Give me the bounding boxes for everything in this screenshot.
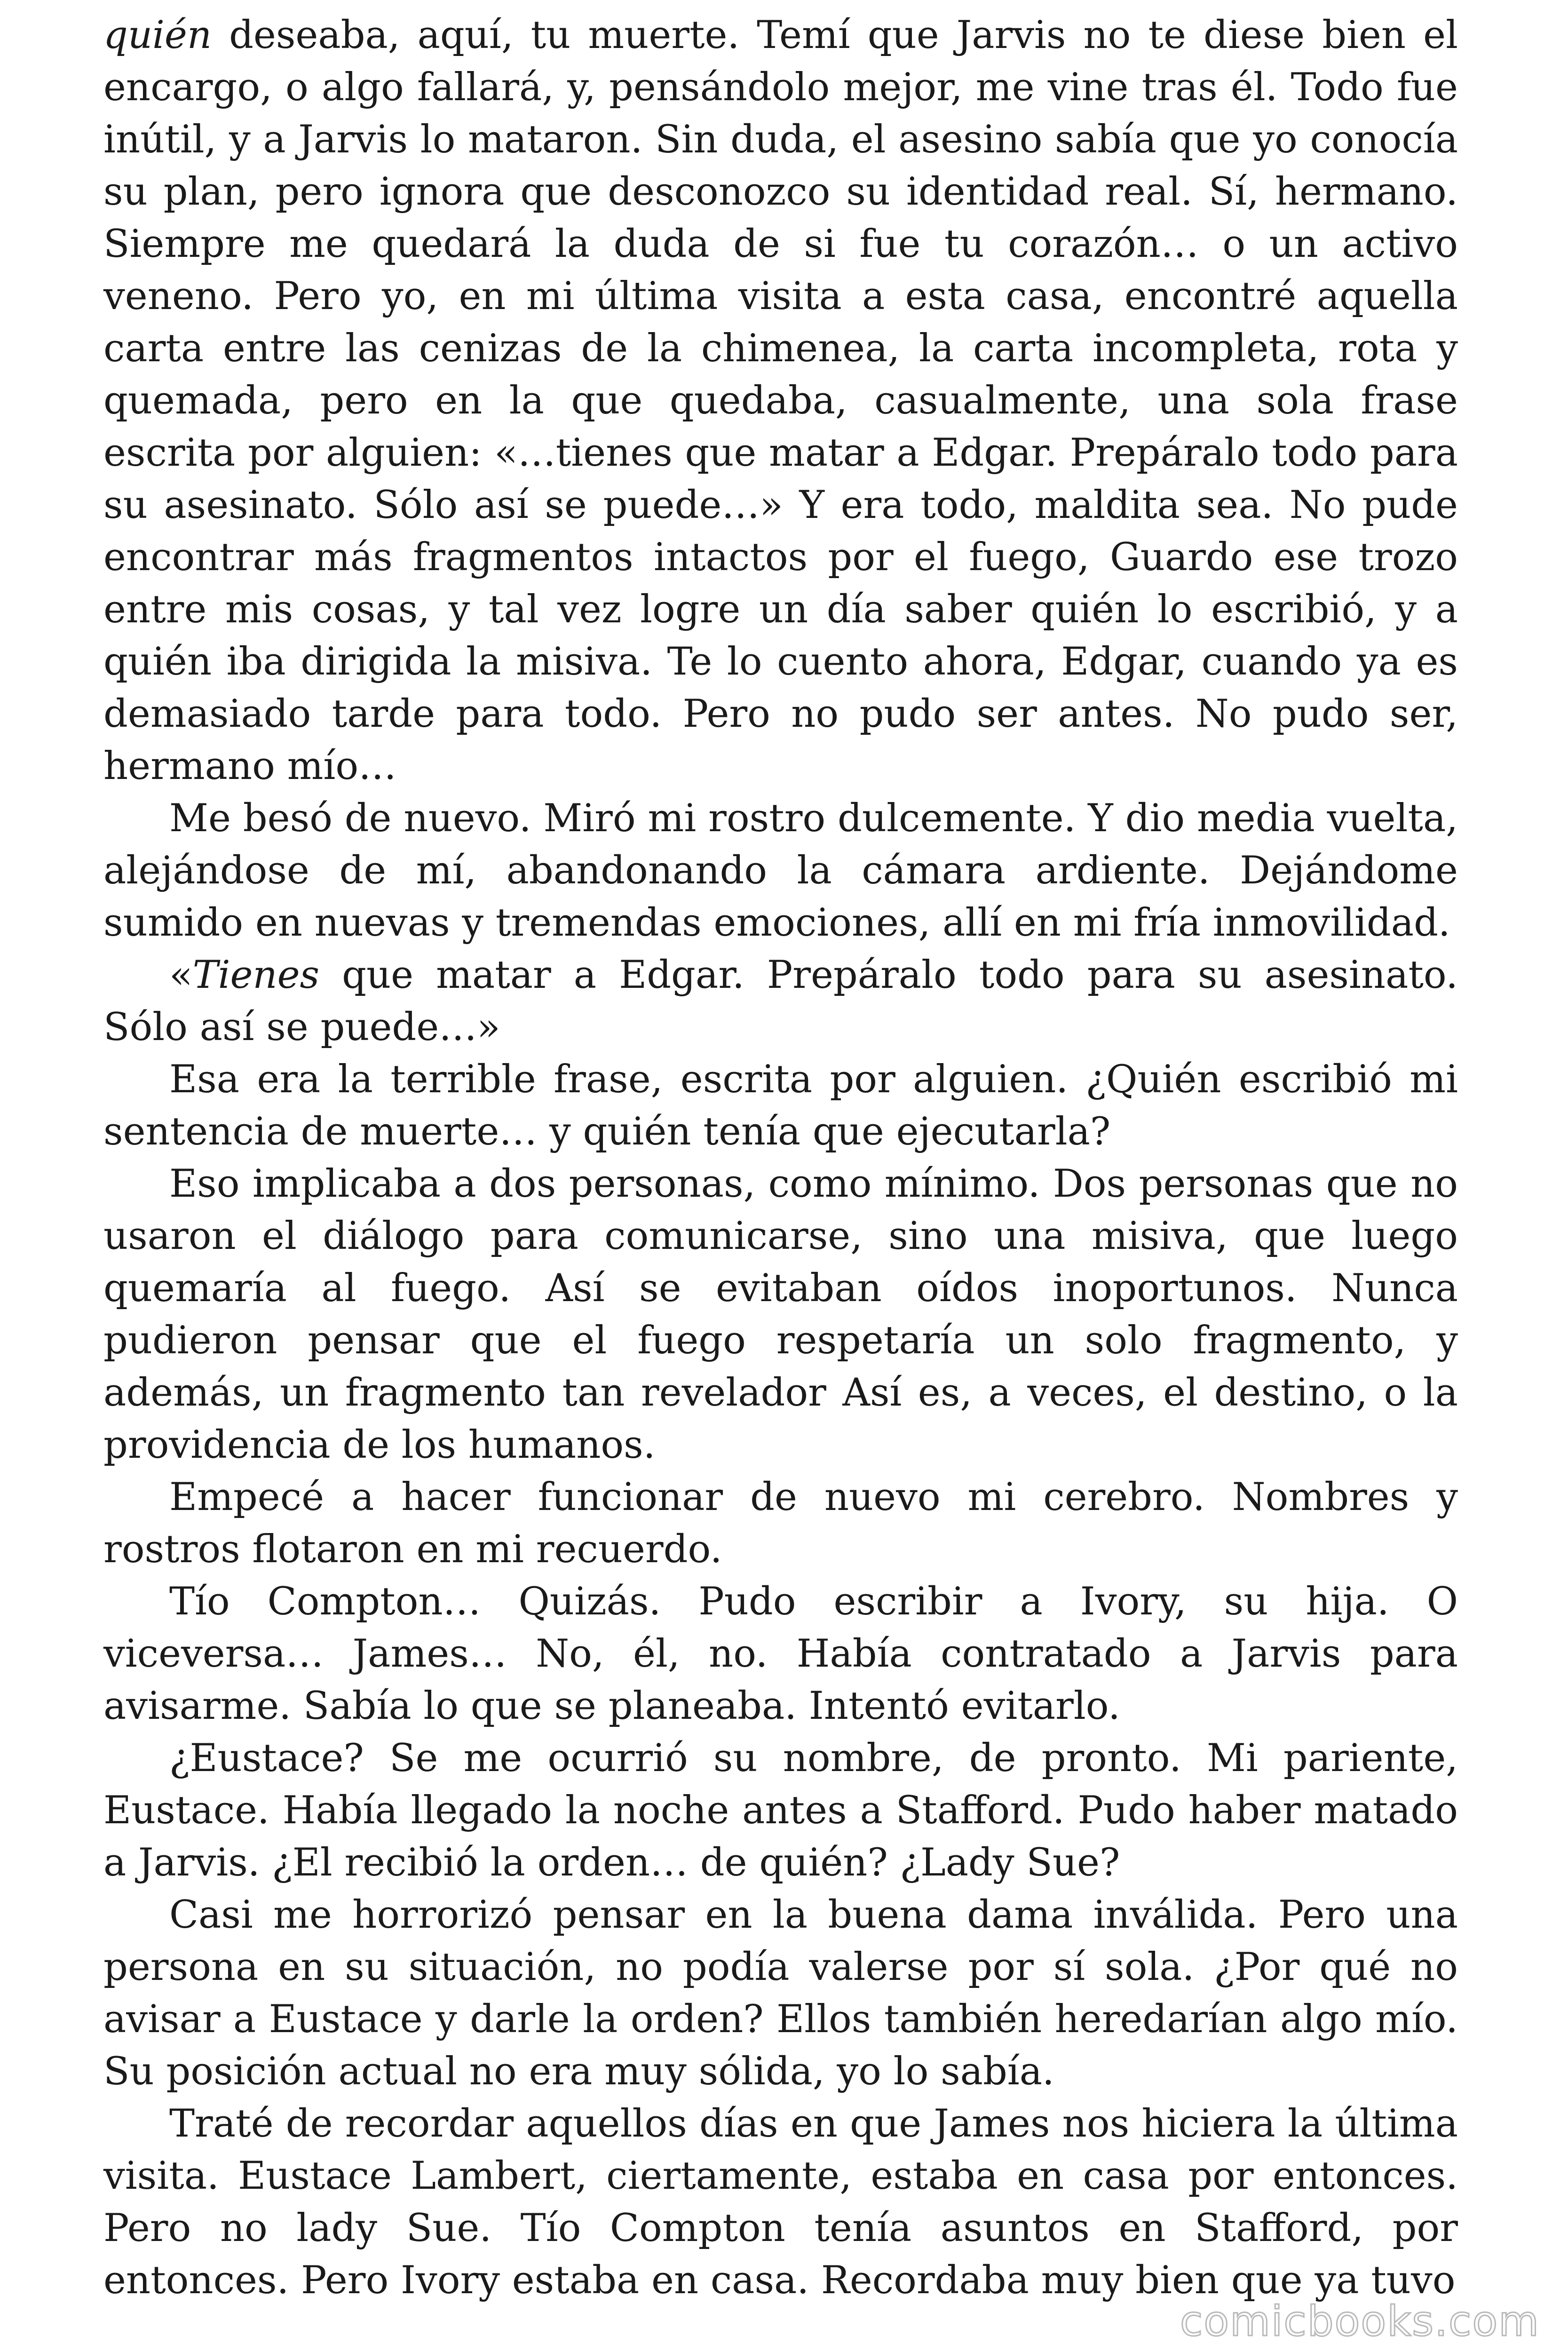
paragraph — [103, 1732, 1458, 1889]
paragraph-text: Eso implicaba a dos personas, como mínimo. Dos personas que no usaron el diálogo para comunicarse, sino una misiva, que luego quemaría al fuego. Así se evitaban oídos inoportunos. Nunca pudieron pensar que el fuego respetaría un solo fragmento, y además, un fragmento tan revelador Así es, a veces, el destino, o la providencia de los humanos. — [103, 1162, 1458, 1467]
paragraph — [103, 1889, 1458, 2098]
book-page-text — [103, 9, 1458, 2307]
italic-text: quién — [103, 13, 212, 57]
paragraph — [103, 1054, 1458, 1158]
paragraph — [103, 9, 1458, 793]
watermark: comicbooks.com — [1180, 2297, 1540, 2345]
paragraph-text: Esa era la terrible frase, escrita por alguien. ¿Quién escribió mi sentencia de muerte… y quién tenía que ejecutarla? — [103, 1057, 1458, 1154]
paragraph-text: Empecé a hacer funcionar de nuevo mi cerebro. Nombres y rostros flotaron en mi recuerdo. — [103, 1475, 1458, 1572]
paragraph-text: Me besó de nuevo. Miró mi rostro dulcemente. Y dio media vuelta, alejándose de mí, abandonando la cámara ardiente. Dejándome sumido en nuevas y tremendas emociones, allí en mi fría inmovilidad. — [103, 796, 1458, 945]
paragraph-text: Traté de recordar aquellos días en que James nos hiciera la última visita. Eustace Lambert, ciertamente, estaba en casa por entonces. Pero no lady Sue. Tío Compton tenía asuntos en Stafford, por entonces. Pero Ivory estaba en casa. Recordaba muy bien que ya tuvo — [103, 2102, 1458, 2303]
paragraph-text: deseaba, aquí, tu muerte. Temí que Jarvis no te diese bien el encargo, o algo fallará, y, pensándolo mejor, me vine tras él. Todo fue inútil, y a Jarvis lo mataron. Sin duda, el asesino sabía que yo conocía su plan, pero ignora que desconozco su identidad real. Sí, hermano. Siempre me quedará la duda de si fue tu corazón… o un activo veneno. Pero yo, en mi última visita a esta casa, encontré aquella carta entre las cenizas de la chimenea, la carta incompleta, rota y quemada, pero en la que quedaba, casualmente, una sola frase escrita por alguien: «…tienes que matar a Edgar. Prepáralo todo para su asesinato. Sólo así se puede…» Y era todo, maldita sea. No pude encontrar más fragmentos intactos por el fuego, Guardo ese trozo entre mis cosas, y tal vez logre un día saber quién lo escribió, y a quién iba dirigida la misiva. Te lo cuento ahora, Edgar, cuando ya es demasiado tarde para todo. Pero no pudo ser antes. No pudo ser, hermano mío… — [103, 13, 1458, 788]
paragraph — [103, 1576, 1458, 1732]
paragraph-text: « — [169, 953, 193, 997]
italic-text: Tienes — [192, 953, 320, 997]
paragraph-text: que matar a Edgar. Prepáralo todo para su asesinato. Sólo así se puede…» — [103, 953, 1458, 1049]
paragraph — [103, 793, 1458, 949]
paragraph — [103, 2098, 1458, 2307]
paragraph-text: Tío Compton… Quizás. Pudo escribir a Ivory, su hija. O viceversa… James… No, él, no. Había contratado a Jarvis para avisarme. Sabía lo que se planeaba. Intentó evitarlo. — [103, 1580, 1458, 1728]
paragraph — [103, 949, 1458, 1054]
paragraph-text: ¿Eustace? Se me ocurrió su nombre, de pronto. Mi pariente, Eustace. Había llegado la noche antes a Stafford. Pudo haber matado a Jarvis. ¿El recibió la orden… de quién? ¿Lady Sue? — [103, 1736, 1458, 1885]
paragraph-text: Casi me horrorizó pensar en la buena dama inválida. Pero una persona en su situación, no podía valerse por sí sola. ¿Por qué no avisar a Eustace y darle la orden? Ellos también heredarían algo mío. Su posición actual no era muy sólida, yo lo sabía. — [103, 1893, 1458, 2094]
paragraph — [103, 1471, 1458, 1576]
paragraph — [103, 1158, 1458, 1471]
